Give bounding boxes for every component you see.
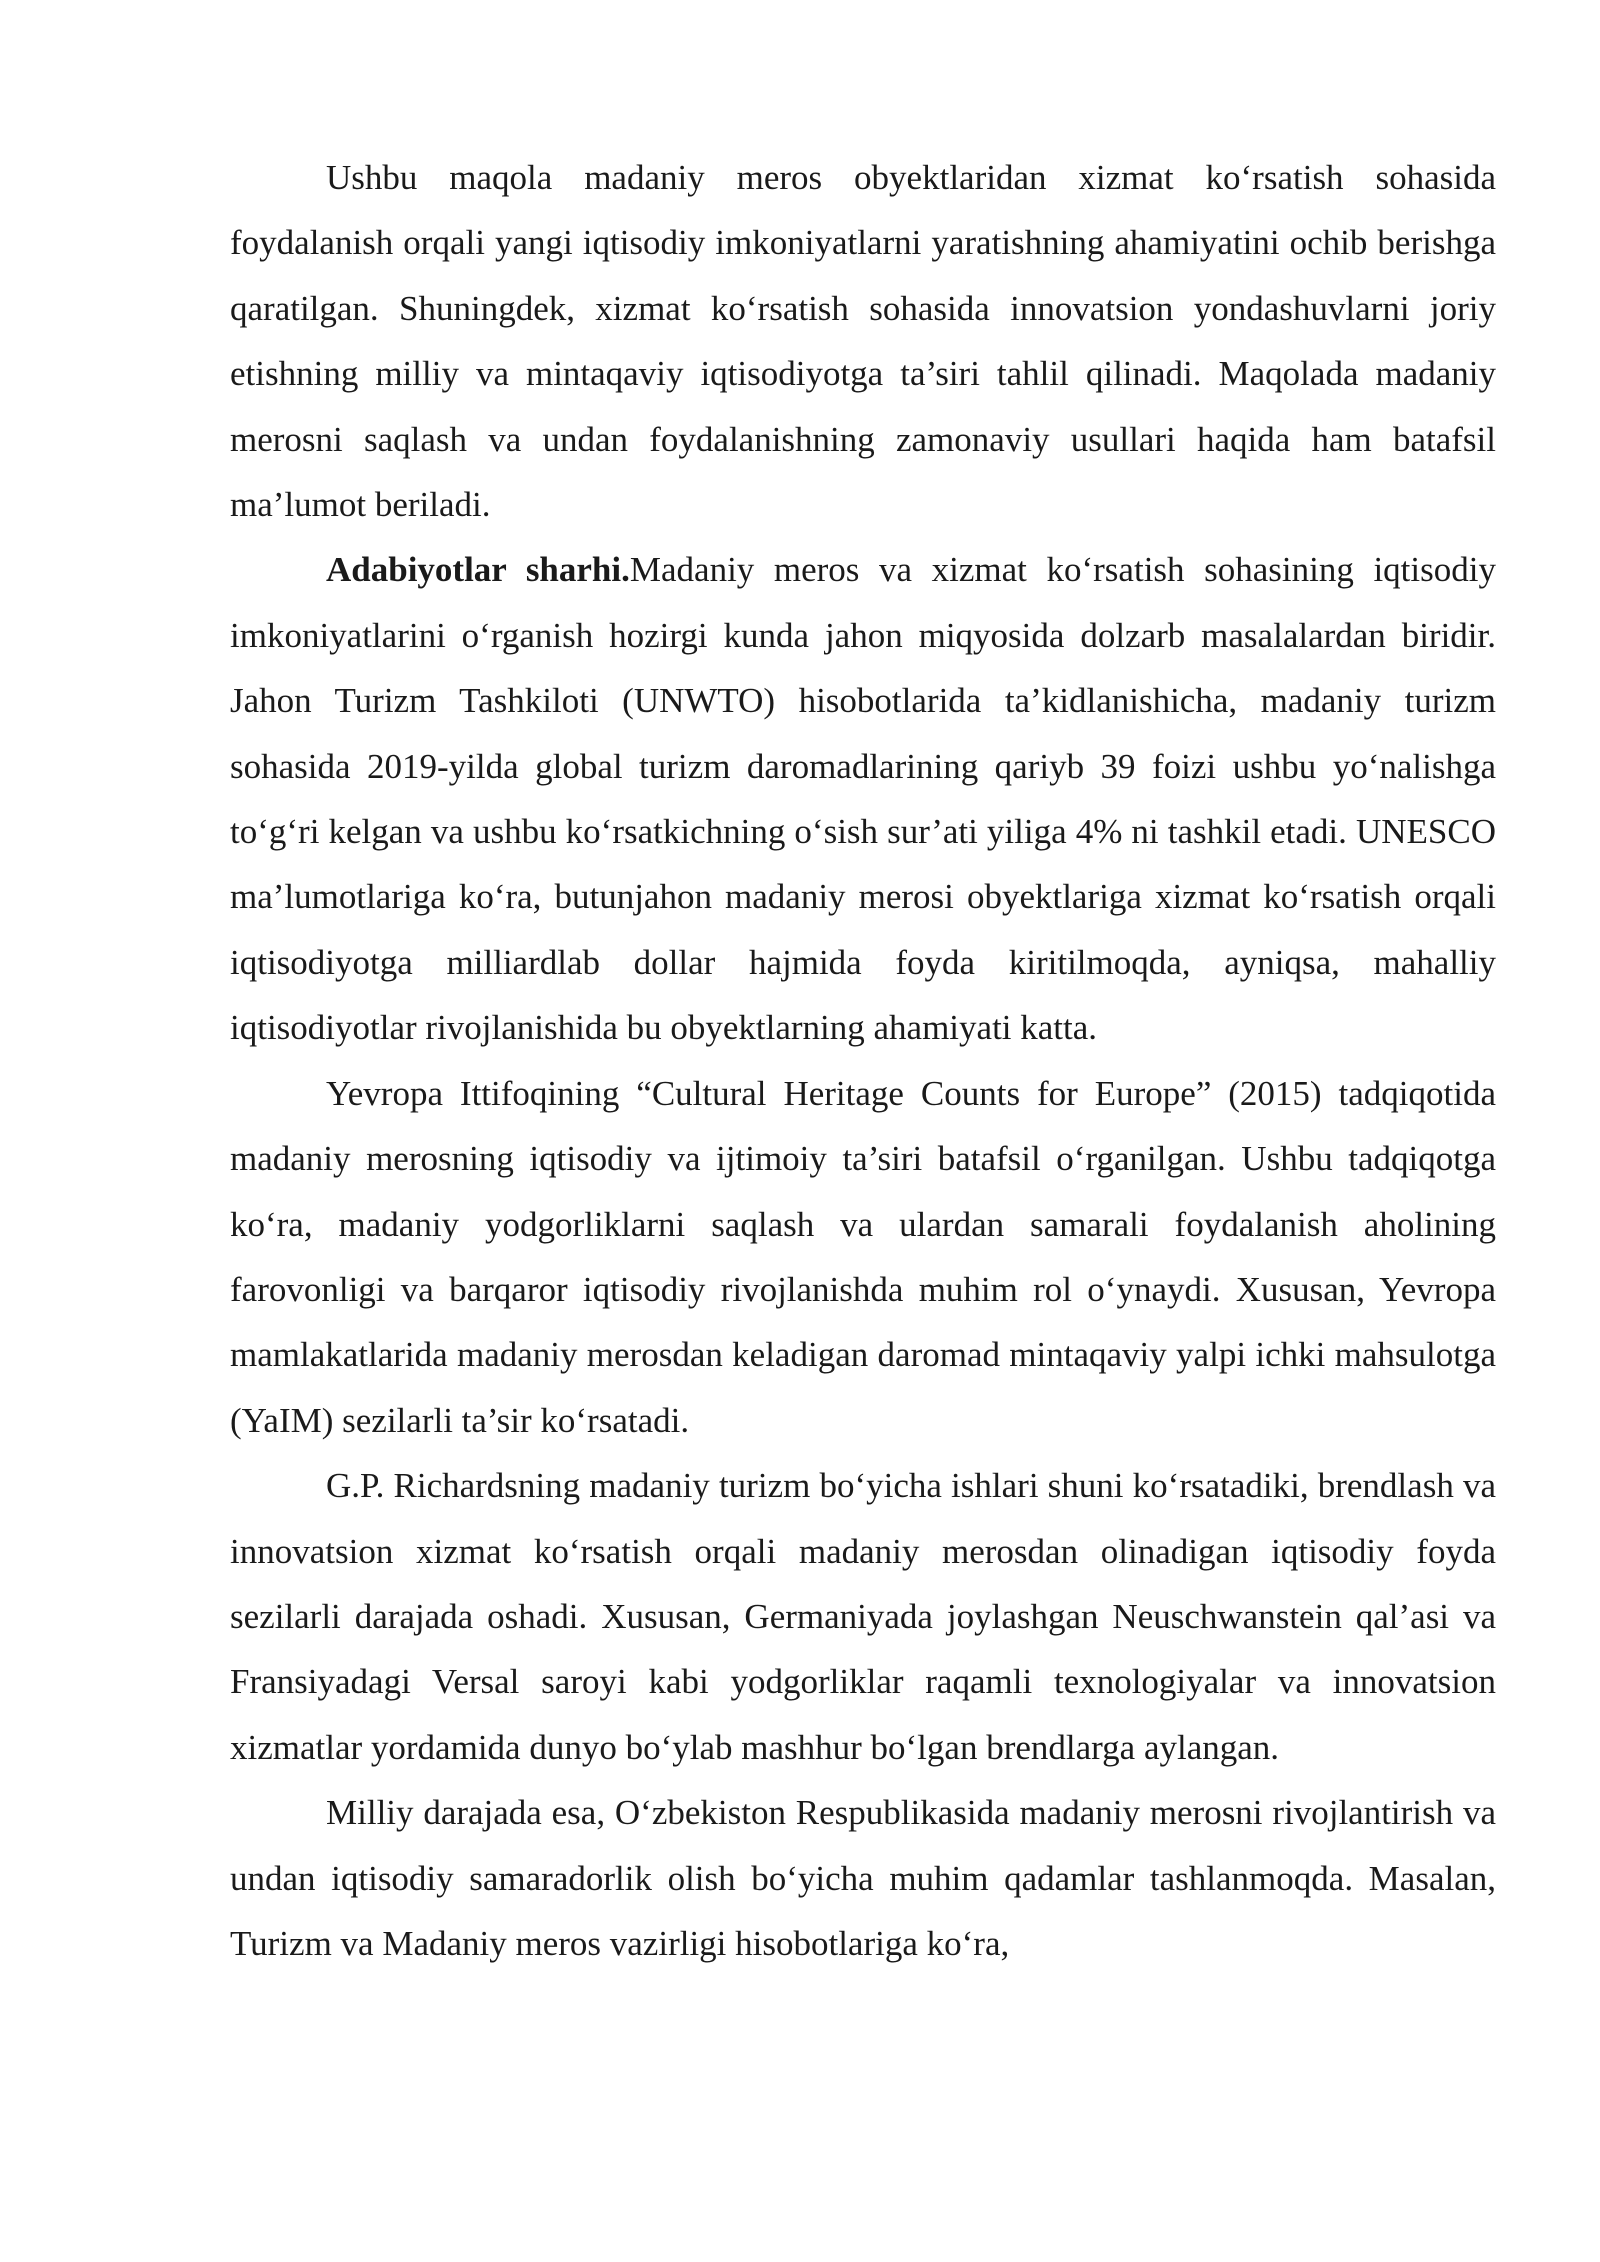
- paragraph-european-union: [230, 1061, 1496, 1453]
- paragraph-text: Yevropa Ittifoqining “Cultural Heritage Counts for Europe” (2015) tadqiqotida madaniy merosning iqtisodiy va ijtimoiy ta’siri batafsil o‘rganilgan. Ushbu tadqiqotga ko‘ra, madaniy yodgorliklarni saqlash va ulardan samarali foydalanish aholining farovonligi va barqaror iqtisodiy rivojlanishda muhim rol o‘ynaydi. Xususan, Yevropa mamlakatlarida madaniy merosdan keladigan daromad mintaqaviy yalpi ichki mahsulotga (YaIM) sezilarli ta’sir ko‘rsatadi.: [230, 1073, 1496, 1440]
- paragraph-text: G.P. Richardsning madaniy turizm bo‘yicha ishlari shuni ko‘rsatadiki, brendlash va innovatsion xizmat ko‘rsatish orqali madaniy merosdan olinadigan iqtisodiy foyda sezilarli darajada oshadi. Xususan, Germaniyada joylashgan Neuschwanstein qal’asi va Fransiyadagi Versal saroyi kabi yodgorliklar raqamli texnologiyalar va innovatsion xizmatlar yordamida dunyo bo‘ylab mashhur bo‘lgan brendlarga aylangan.: [230, 1466, 1496, 1767]
- paragraph-richards: [230, 1453, 1496, 1780]
- paragraph-text: Madaniy meros va xizmat ko‘rsatish sohasining iqtisodiy imkoniyatlarini o‘rganish hozirgi kunda jahon miqyosida dolzarb masalalardan biridir. Jahon Turizm Tashkiloti (UNWTO) hisobotlarida ta’kidlanishicha, madaniy turizm sohasida 2019-yilda global turizm daromadlarining qariyb 39 foizi ushbu yo‘nalishga to‘g‘ri kelgan va ushbu ko‘rsatkichning o‘sish sur’ati yiliga 4% ni tashkil etadi. UNESCO ma’lumotlariga ko‘ra, butunjahon madaniy merosi obyektlariga xizmat ko‘rsatish orqali iqtisodiyotga milliardlab dollar hajmida foyda kiritilmoqda, ayniqsa, mahalliy iqtisodiyotlar rivojlanishida bu obyektlarning ahamiyati katta.: [230, 550, 1496, 1048]
- paragraph-uzbekistan: [230, 1780, 1496, 1976]
- paragraph-literature-review: [230, 537, 1496, 1060]
- section-heading: Adabiyotlar sharhi.: [326, 550, 630, 590]
- paragraph-text: Ushbu maqola madaniy meros obyektlaridan xizmat ko‘rsatish sohasida foydalanish orqali yangi iqtisodiy imkoniyatlarni yaratishning ahamiyatini ochib berishga qaratilgan. Shuningdek, xizmat ko‘rsatish sohasida innovatsion yondashuvlarni joriy etishning milliy va mintaqaviy iqtisodiyotga ta’siri tahlil qilinadi. Maqolada madaniy merosni saqlash va undan foydalanishning zamonaviy usullari haqida ham batafsil ma’lumot beriladi.: [230, 158, 1496, 525]
- paragraph-text: Milliy darajada esa, O‘zbekiston Respublikasida madaniy merosni rivojlantirish va undan iqtisodiy samaradorlik olish bo‘yicha muhim qadamlar tashlanmoqda. Masalan, Turizm va Madaniy meros vazirligi hisobotlariga ko‘ra,: [230, 1793, 1496, 1963]
- document-page: [230, 145, 1496, 1976]
- paragraph-intro: [230, 145, 1496, 537]
